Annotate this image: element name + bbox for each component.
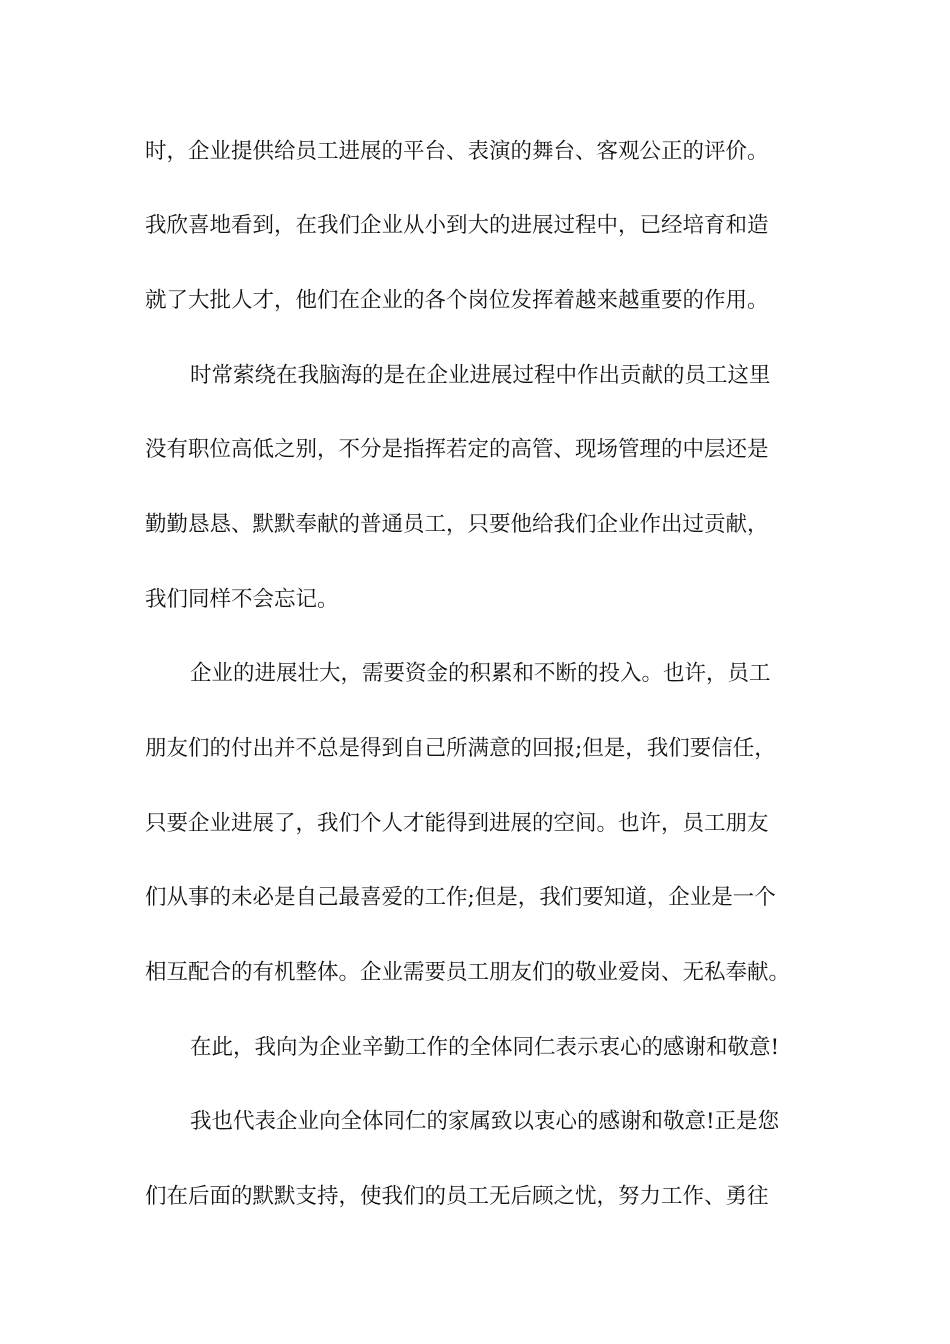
text-line: 我们同样不会忘记。 xyxy=(145,587,339,612)
text-line: 没有职位高低之别，不分是指挥若定的高管、现场管理的中层还是 xyxy=(145,437,769,462)
text-line: 在此，我向为企业辛勤工作的全体同仁表示衷心的感谢和敬意! xyxy=(190,1035,780,1060)
text-line: 我欣喜地看到，在我们企业从小到大的进展过程中，已经培育和造 xyxy=(145,213,769,238)
text-line: 我也代表企业向全体同仁的家属致以衷心的感谢和敬意!正是您 xyxy=(190,1109,780,1134)
text-line: 时，企业提供给员工进展的平台、表演的舞台、客观公正的评价。 xyxy=(145,139,769,164)
text-line: 只要企业进展了，我们个人才能得到进展的空间。也许，员工朋友 xyxy=(145,811,769,836)
text-line: 企业的进展壮大，需要资金的积累和不断的投入。也许，员工 xyxy=(190,661,771,686)
text-line: 们从事的未必是自己最喜爱的工作;但是，我们要知道，企业是一个 xyxy=(145,885,776,910)
text-line: 朋友们的付出并不总是得到自己所满意的回报;但是，我们要信任， xyxy=(145,736,776,761)
text-line: 就了大批人才，他们在企业的各个岗位发挥着越来越重要的作用。 xyxy=(145,288,769,313)
text-line: 勤勤恳恳、默默奉献的普通员工，只要他给我们企业作出过贡献， xyxy=(145,512,769,537)
text-line: 相互配合的有机整体。企业需要员工朋友们的敬业爱岗、无私奉献。 xyxy=(145,960,791,985)
text-line: 时常萦绕在我脑海的是在企业进展过程中作出贡献的员工这里 xyxy=(190,363,771,388)
text-line: 们在后面的默默支持，使我们的员工无后顾之忧，努力工作、勇往 xyxy=(145,1184,769,1209)
